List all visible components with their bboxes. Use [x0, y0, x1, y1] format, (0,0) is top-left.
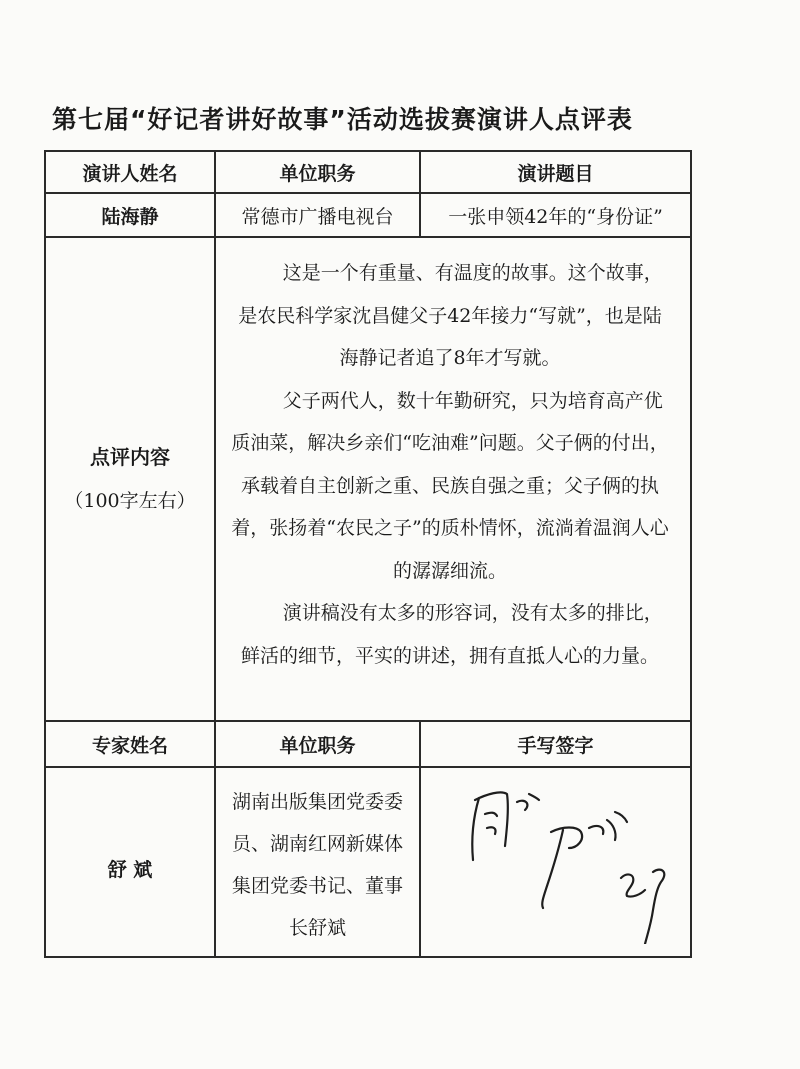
- header-speaker-name: 演讲人姓名: [45, 151, 215, 193]
- signature-cell: [420, 767, 691, 957]
- expert-name: 舒 斌: [45, 767, 215, 957]
- expert-row: [45, 767, 691, 957]
- header-row: [45, 151, 691, 193]
- comment-paragraph: 这是一个有重量、有温度的故事。这个故事，是农民科学家沈昌健父子42年接力“写就”，也是陆海静记者追了8年才写就。: [238, 262, 663, 369]
- speaker-name: 陆海静: [45, 193, 215, 237]
- comment-content: [215, 237, 691, 721]
- comment-paragraph: 父子两代人，数十年勤研究，只为培育高产优质油菜，解决乡亲们“吃油难”问题。父子俩的付出，承载着自主创新之重、民族自强之重；父子俩的执着，张扬着“农民之子”的质朴情怀，流淌着温润人心的潺潺细流。: [231, 389, 669, 582]
- header-unit-position: 单位职务: [215, 151, 420, 193]
- header-expert-unit: 单位职务: [215, 721, 420, 767]
- handwritten-signature: [421, 768, 692, 944]
- header-speech-topic: 演讲题目: [420, 151, 691, 193]
- comment-paragraph: 演讲稿没有太多的形容词，没有太多的排比，鲜活的细节，平实的讲述，拥有直抵人心的力量。: [240, 602, 663, 667]
- expert-unit: 湖南出版集团党委委员、湖南红网新媒体集团党委书记、董事长舒斌: [215, 767, 420, 957]
- expert-header-row: [45, 721, 691, 767]
- header-signature: 手写签字: [420, 721, 691, 767]
- comment-row: [45, 237, 691, 721]
- form-title: 第七届“好记者讲好故事”活动选拔赛演讲人点评表: [52, 105, 633, 134]
- speaker-topic: 一张申领42年的“身份证”: [420, 193, 691, 237]
- comment-label: 点评内容: [90, 445, 170, 469]
- comment-label-cell: [45, 237, 215, 721]
- speaker-unit: 常德市广播电视台: [215, 193, 420, 237]
- comment-sublabel: （100字左右）: [64, 490, 196, 512]
- speaker-row: [45, 193, 691, 237]
- evaluation-table: [44, 150, 692, 958]
- header-expert-name: 专家姓名: [45, 721, 215, 767]
